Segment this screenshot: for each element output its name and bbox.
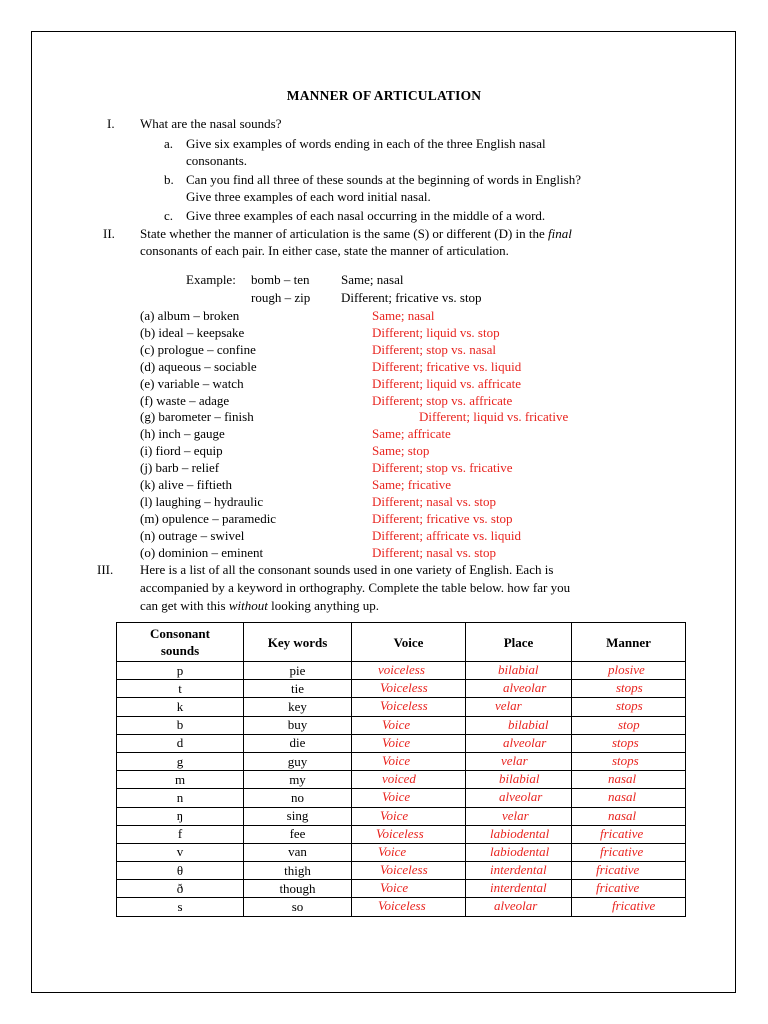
place-answer: velar bbox=[495, 698, 522, 714]
sound-cell: b bbox=[117, 716, 244, 734]
example-label: Example: bbox=[186, 272, 236, 287]
voice-cell bbox=[352, 825, 466, 843]
table-row bbox=[117, 752, 686, 770]
item-text: Give three examples of each word initial nasal. bbox=[186, 189, 431, 204]
item-letter: a. bbox=[164, 136, 174, 151]
pair-answer: Different; liquid vs. fricative bbox=[419, 409, 569, 425]
pair-answer: Different; stop vs. affricate bbox=[372, 392, 513, 408]
place-answer: alveolar bbox=[503, 734, 547, 750]
column-header: Manner bbox=[572, 623, 686, 662]
sound-cell: g bbox=[117, 752, 244, 770]
pair-answer: Different; liquid vs. affricate bbox=[372, 375, 521, 391]
manner-answer: nasal bbox=[608, 807, 637, 823]
place-cell bbox=[466, 734, 572, 752]
voice-answer: Voice bbox=[380, 807, 409, 823]
manner-cell bbox=[572, 662, 686, 680]
place-cell bbox=[466, 771, 572, 789]
table-row bbox=[117, 789, 686, 807]
pair-words: (k) alive – fiftieth bbox=[140, 477, 233, 492]
table-row bbox=[117, 898, 686, 916]
manner-cell bbox=[572, 862, 686, 880]
key-cell: sing bbox=[244, 807, 352, 825]
table-row bbox=[117, 662, 686, 680]
instruction-line bbox=[140, 225, 572, 242]
example-pair: bomb – ten bbox=[251, 272, 310, 287]
voice-answer: Voiceless bbox=[378, 898, 426, 914]
instruction-line: consonants of each pair. In either case, state the manner of articulation. bbox=[140, 243, 509, 258]
place-cell bbox=[466, 752, 572, 770]
voice-cell bbox=[352, 789, 466, 807]
example-answer: Different; fricative vs. stop bbox=[341, 290, 482, 305]
instruction-text: can get with this bbox=[140, 598, 229, 613]
place-cell bbox=[466, 680, 572, 698]
instruction-text: State whether the manner of articulation is the same (S) or different (D) in the bbox=[140, 226, 549, 241]
voice-cell bbox=[352, 862, 466, 880]
pair-answer: Different; fricative vs. liquid bbox=[372, 358, 522, 374]
item-text: Can you find all three of these sounds at the beginning of words in English? bbox=[186, 172, 581, 187]
pair-answer: Same; fricative bbox=[372, 477, 452, 492]
place-answer: bilabial bbox=[499, 771, 540, 787]
voice-cell bbox=[352, 716, 466, 734]
place-answer: labiodental bbox=[490, 843, 550, 859]
section-numeral: III. bbox=[97, 562, 114, 577]
pair-answer: Different; nasal vs. stop bbox=[372, 493, 496, 509]
consonant-table bbox=[116, 622, 686, 917]
table-row bbox=[117, 698, 686, 716]
manner-cell bbox=[572, 825, 686, 843]
sound-cell: v bbox=[117, 843, 244, 861]
place-answer: velar bbox=[502, 807, 529, 823]
manner-answer: fricative bbox=[596, 880, 640, 896]
voice-answer: Voiceless bbox=[376, 825, 424, 841]
manner-answer: stops bbox=[612, 734, 639, 750]
key-cell: so bbox=[244, 898, 352, 916]
voice-cell bbox=[352, 734, 466, 752]
manner-answer: stop bbox=[618, 716, 640, 732]
table-row bbox=[117, 680, 686, 698]
item-letter: b. bbox=[164, 172, 174, 187]
voice-answer: voiced bbox=[382, 771, 416, 787]
instruction-emphasis: without bbox=[228, 598, 268, 613]
column-header: Consonant sounds bbox=[117, 623, 244, 662]
manner-answer: fricative bbox=[612, 898, 656, 914]
example-pair: rough – zip bbox=[251, 290, 311, 305]
key-cell: my bbox=[244, 771, 352, 789]
voice-cell bbox=[352, 880, 466, 898]
pair-words: (d) aqueous – sociable bbox=[140, 358, 257, 374]
voice-cell bbox=[352, 807, 466, 825]
place-cell bbox=[466, 825, 572, 843]
pair-words: (f) waste – adage bbox=[140, 392, 230, 408]
place-cell bbox=[466, 862, 572, 880]
voice-cell bbox=[352, 752, 466, 770]
place-answer: interdental bbox=[490, 862, 547, 878]
pair-answer: Different; affricate vs. liquid bbox=[372, 527, 521, 543]
manner-answer: plosive bbox=[608, 662, 645, 677]
manner-answer: stops bbox=[616, 680, 643, 696]
manner-answer: fricative bbox=[600, 825, 644, 841]
voice-cell bbox=[352, 680, 466, 698]
voice-answer: Voiceless bbox=[380, 698, 428, 714]
sound-cell: d bbox=[117, 734, 244, 752]
voice-answer: Voiceless bbox=[380, 680, 428, 696]
place-answer: interdental bbox=[490, 880, 547, 896]
sound-cell: ð bbox=[117, 880, 244, 898]
place-cell bbox=[466, 880, 572, 898]
voice-answer: Voice bbox=[382, 734, 411, 750]
question-text: What are the nasal sounds? bbox=[140, 116, 282, 131]
pair-words: (o) dominion – eminent bbox=[140, 544, 264, 560]
pair-words: (m) opulence – paramedic bbox=[140, 510, 277, 526]
key-cell: thigh bbox=[244, 862, 352, 880]
pair-answer: Same; nasal bbox=[372, 308, 435, 323]
voice-cell bbox=[352, 662, 466, 680]
voice-answer: Voice bbox=[380, 880, 409, 896]
key-cell: fee bbox=[244, 825, 352, 843]
item-text: consonants. bbox=[186, 153, 248, 168]
key-cell: pie bbox=[244, 662, 352, 680]
place-answer: alveolar bbox=[494, 898, 538, 914]
place-cell bbox=[466, 843, 572, 861]
key-cell: buy bbox=[244, 716, 352, 734]
pair-words: (l) laughing – hydraulic bbox=[140, 493, 264, 509]
table-row bbox=[117, 716, 686, 734]
instruction-line bbox=[140, 597, 379, 614]
manner-cell bbox=[572, 698, 686, 716]
pair-words: (i) fiord – equip bbox=[140, 443, 223, 459]
pair-answer: Different; fricative vs. stop bbox=[372, 510, 513, 526]
pair-answer: Same; affricate bbox=[372, 426, 451, 442]
pair-words: (h) inch – gauge bbox=[140, 426, 225, 442]
sound-cell: m bbox=[117, 771, 244, 789]
voice-answer: Voice bbox=[382, 752, 411, 768]
manner-cell bbox=[572, 771, 686, 789]
pair-answer: Different; nasal vs. stop bbox=[372, 544, 496, 560]
place-answer: bilabial bbox=[508, 716, 549, 732]
manner-cell bbox=[572, 898, 686, 916]
place-answer: labiodental bbox=[490, 825, 550, 841]
pair-words: (c) prologue – confine bbox=[140, 341, 256, 357]
sound-cell: ŋ bbox=[117, 807, 244, 825]
pair-answer: Different; stop vs. fricative bbox=[372, 460, 513, 476]
table-row bbox=[117, 880, 686, 898]
manner-cell bbox=[572, 789, 686, 807]
pair-words: (e) variable – watch bbox=[140, 375, 244, 391]
place-cell bbox=[466, 789, 572, 807]
voice-answer: voiceless bbox=[378, 662, 425, 677]
place-answer: bilabial bbox=[498, 662, 539, 677]
voice-cell bbox=[352, 771, 466, 789]
manner-answer: fricative bbox=[600, 843, 644, 859]
sound-cell: θ bbox=[117, 862, 244, 880]
instruction-emphasis: final bbox=[548, 226, 572, 241]
place-cell bbox=[466, 807, 572, 825]
pair-answer: Different; liquid vs. stop bbox=[372, 324, 500, 340]
place-cell bbox=[466, 662, 572, 680]
instruction-line: Here is a list of all the consonant sounds used in one variety of English. Each is bbox=[140, 562, 554, 577]
section-numeral: II. bbox=[103, 226, 115, 241]
table-row bbox=[117, 843, 686, 861]
sound-cell: n bbox=[117, 789, 244, 807]
item-letter: c. bbox=[164, 208, 174, 223]
column-header: Place bbox=[466, 623, 572, 662]
pair-words: (j) barb – relief bbox=[140, 460, 220, 476]
manner-answer: stops bbox=[616, 698, 643, 714]
manner-answer: stops bbox=[612, 752, 639, 768]
table-row bbox=[117, 771, 686, 789]
key-cell: no bbox=[244, 789, 352, 807]
manner-cell bbox=[572, 752, 686, 770]
place-cell bbox=[466, 698, 572, 716]
table-row bbox=[117, 825, 686, 843]
example-answer: Same; nasal bbox=[341, 272, 404, 287]
manner-cell bbox=[572, 716, 686, 734]
manner-cell bbox=[572, 807, 686, 825]
pair-answer: Same; stop bbox=[372, 443, 430, 459]
key-cell: tie bbox=[244, 680, 352, 698]
voice-answer: Voiceless bbox=[380, 862, 428, 878]
place-cell bbox=[466, 716, 572, 734]
manner-cell bbox=[572, 734, 686, 752]
instruction-text: looking anything up. bbox=[267, 598, 380, 613]
manner-answer: nasal bbox=[608, 771, 637, 787]
key-cell: though bbox=[244, 880, 352, 898]
voice-answer: Voice bbox=[382, 789, 411, 805]
item-text: Give three examples of each nasal occurring in the middle of a word. bbox=[186, 208, 546, 223]
section-numeral: I. bbox=[107, 116, 115, 131]
pair-words: (n) outrage – swivel bbox=[140, 527, 245, 543]
manner-answer: fricative bbox=[596, 862, 640, 878]
voice-cell bbox=[352, 698, 466, 716]
manner-cell bbox=[572, 880, 686, 898]
key-cell: die bbox=[244, 734, 352, 752]
pair-answer: Different; stop vs. nasal bbox=[372, 341, 496, 357]
page-title: MANNER OF ARTICULATION bbox=[286, 88, 482, 103]
voice-cell bbox=[352, 898, 466, 916]
key-cell: key bbox=[244, 698, 352, 716]
sound-cell: t bbox=[117, 680, 244, 698]
voice-answer: Voice bbox=[378, 843, 407, 859]
table-row bbox=[117, 734, 686, 752]
manner-answer: nasal bbox=[608, 789, 637, 805]
table-row bbox=[117, 807, 686, 825]
manner-cell bbox=[572, 843, 686, 861]
pair-words: (b) ideal – keepsake bbox=[140, 324, 245, 340]
sound-cell: p bbox=[117, 662, 244, 680]
sound-cell: s bbox=[117, 898, 244, 916]
table-row bbox=[117, 862, 686, 880]
key-cell: guy bbox=[244, 752, 352, 770]
column-header: Voice bbox=[352, 623, 466, 662]
pair-words: (g) barometer – finish bbox=[140, 409, 254, 425]
instruction-line: accompanied by a keyword in orthography. Complete the table below. how far you bbox=[140, 580, 571, 595]
sound-cell: f bbox=[117, 825, 244, 843]
place-answer: velar bbox=[501, 752, 528, 768]
voice-cell bbox=[352, 843, 466, 861]
sound-cell: k bbox=[117, 698, 244, 716]
table-body bbox=[117, 662, 686, 917]
manner-cell bbox=[572, 680, 686, 698]
table-header-row bbox=[117, 623, 686, 662]
place-answer: alveolar bbox=[503, 680, 547, 696]
key-cell: van bbox=[244, 843, 352, 861]
item-text: Give six examples of words ending in each of the three English nasal bbox=[186, 136, 546, 151]
column-header: Key words bbox=[244, 623, 352, 662]
pair-words: (a) album – broken bbox=[140, 308, 240, 323]
place-cell bbox=[466, 898, 572, 916]
voice-answer: Voice bbox=[382, 716, 411, 732]
place-answer: alveolar bbox=[499, 789, 543, 805]
